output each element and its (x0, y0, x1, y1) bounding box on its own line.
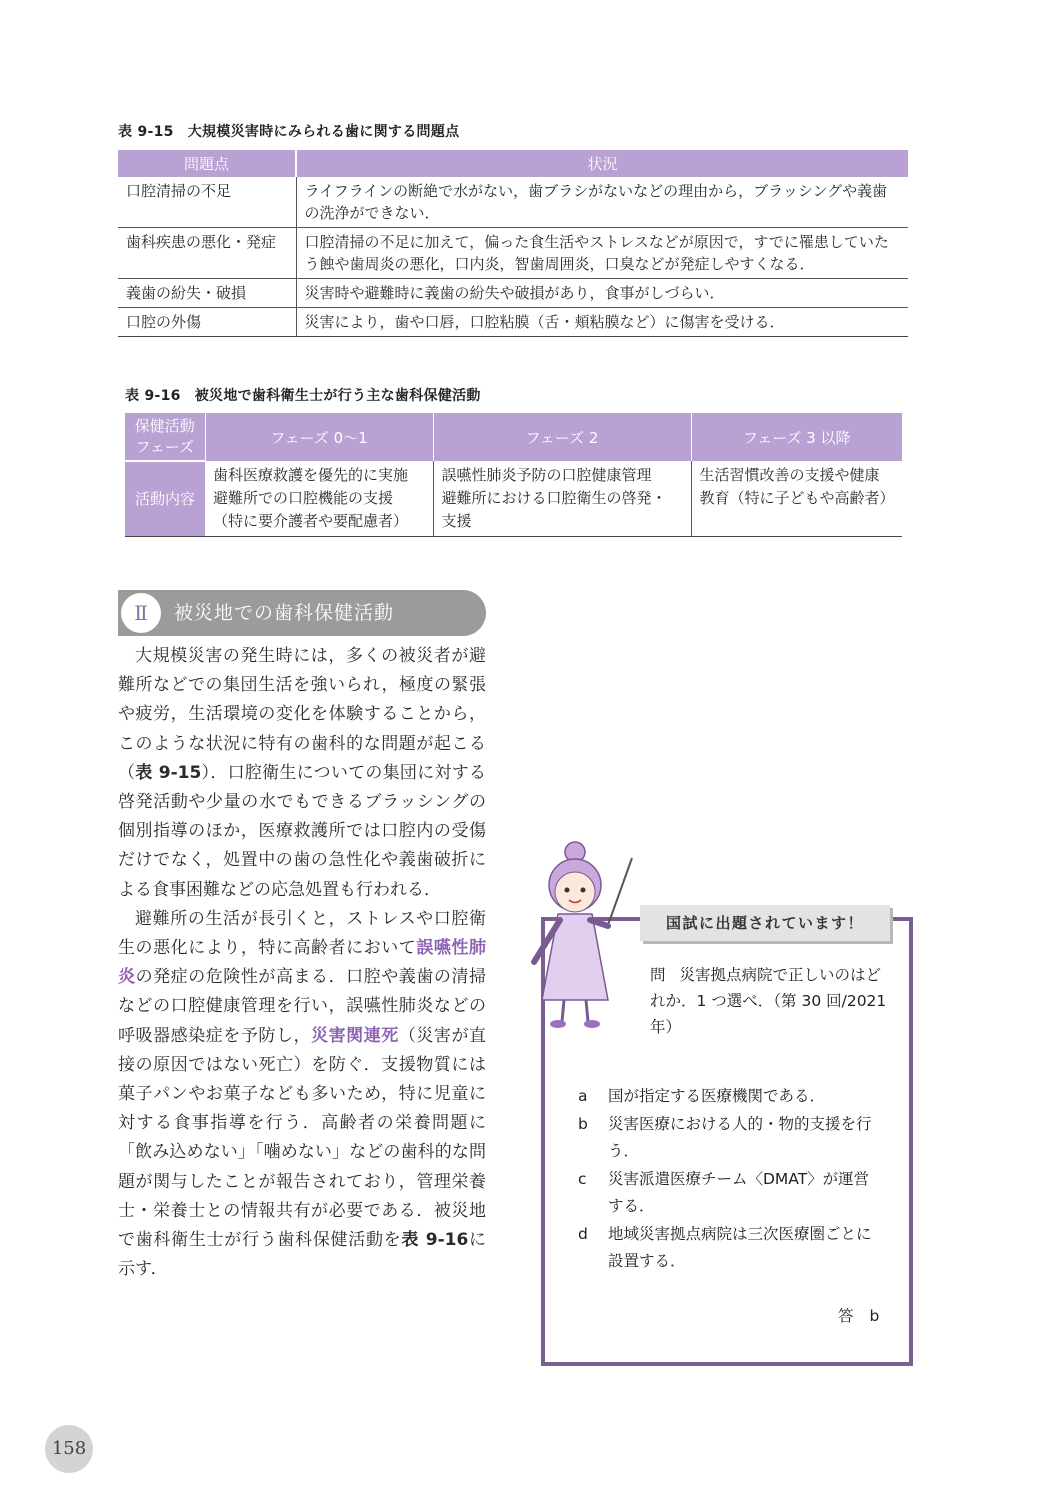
table16-content-phase-0-1 (205, 461, 433, 537)
table16-content-phase-2 (433, 461, 691, 537)
text-run: に示す． (118, 1230, 487, 1280)
text-run: の発症の危険性が高まる．口腔や義歯の清掃などの口腔健康管理を行い，誤嚥性肺炎などの呼吸器感染症を予防し， (118, 967, 487, 1046)
content-line: 支援 (441, 512, 472, 530)
table16-header-label-line1: 保健活動 (134, 416, 195, 435)
content-line: 教育（特に子どもや高齢者） (699, 489, 895, 507)
exam-question (650, 962, 890, 1040)
table-row (125, 461, 902, 537)
option-text: 災害派遣医療チーム〈DMAT〉が運営する． (608, 1169, 870, 1215)
table16 (125, 413, 902, 537)
table-reference: 表 9-15 (135, 762, 202, 783)
keyword-disaster-related-death: 災害関連死 (311, 1025, 399, 1046)
section-heading (118, 590, 486, 636)
content-line: 誤嚥性肺炎予防の口腔健康管理 (441, 466, 652, 484)
table16-phase-0-1: フェーズ 0〜1 (205, 413, 433, 461)
text-run: （災害が直接の原因ではない死亡）を防ぐ．支援物質には菓子パンやお菓子なども多いため，特に児童に対する食事指導を行う．高齢者の栄養問題に「飲み込めない」「噛めない」などの歯科的な問題が関与したことが報告されており，管理栄養士・栄養士との情報共有が必要である．被災地で歯科衛生士が行う歯科保健活動を (118, 1025, 487, 1251)
table15-caption-title: 大規模災害時にみられる歯に関する問題点 (187, 124, 460, 140)
teacher-illustration (520, 840, 660, 1030)
table15-header-status: 状況 (296, 150, 908, 177)
option-letter: b (578, 1114, 588, 1133)
section-title: 被災地での歯科保健活動 (174, 602, 395, 624)
table-row (118, 279, 908, 308)
table-row (118, 228, 908, 279)
option-letter: a (578, 1087, 588, 1105)
table15-status: 災害により，歯や口唇，口腔粘膜（舌・頬粘膜など）に傷害を受ける． (296, 308, 908, 337)
page-number: 158 (45, 1425, 93, 1473)
content-line: 生活習慣改善の支援や健康 (699, 466, 880, 484)
option-letter: d (578, 1224, 588, 1243)
table15-caption-number: 表 9-15 (118, 124, 174, 140)
table16-caption-number: 表 9-16 (125, 388, 181, 404)
section-numeral: Ⅱ (121, 593, 161, 633)
question-label: 問 (650, 966, 666, 984)
table15-status: 災害時や避難時に義歯の紛失や破損があり，食事がしづらい． (296, 279, 908, 308)
question-text: 災害拠点病院で正しいのはどれか．1 つ選べ．（第 30 回/2021 年） (650, 966, 887, 1036)
exam-tab: 国試に出題されています！ (640, 905, 890, 941)
table-reference: 表 9-16 (401, 1230, 469, 1251)
option-letter: c (578, 1169, 587, 1188)
table15-status: 口腔清掃の不足に加えて，偏った食生活やストレスなどが原因で，すでに罹患していたう蝕や歯周炎の悪化，口内炎，智歯周囲炎，口臭などが発症しやすくなる． (296, 228, 908, 279)
content-line: 避難所における口腔衛生の啓発・ (441, 489, 667, 507)
keyword-aspiration-pneumonia: 誤嚥性肺炎 (118, 938, 487, 988)
table16-content-phase-3 (691, 461, 902, 537)
option-text: 地域災害拠点病院は三次医療圏ごとに設置する． (608, 1224, 872, 1270)
table15-status: ライフラインの断絶で水がない，歯ブラシがないなどの理由から，ブラッシングや義歯の洗浄ができない． (296, 177, 908, 228)
table16-phase-3: フェーズ 3 以降 (691, 413, 902, 461)
list-item (578, 1166, 878, 1221)
table15-header-problem: 問題点 (118, 150, 296, 177)
content-line: 避難所での口腔機能の支援 (213, 489, 394, 507)
body-text (118, 642, 486, 1284)
table-row (118, 177, 908, 228)
table16-caption-title: 被災地で歯科衛生士が行う主な歯科保健活動 (194, 388, 481, 404)
list-item (578, 1221, 878, 1276)
option-text: 国が指定する医療機関である． (608, 1087, 826, 1105)
paragraph-1 (118, 642, 486, 905)
table15-problem: 歯科疾患の悪化・発症 (118, 228, 296, 279)
answer-label: 答 (838, 1307, 854, 1325)
table15-caption (118, 121, 459, 141)
content-line: 歯科医療救護を優先的に実施 (213, 466, 409, 484)
exam-options (578, 1083, 878, 1276)
table15-problem: 口腔清掃の不足 (118, 177, 296, 228)
table16-caption (125, 385, 481, 405)
table-row (118, 308, 908, 337)
table15-header-row (118, 150, 908, 177)
table15 (118, 150, 908, 337)
content-line: （特に要介護者や要配慮者） (213, 512, 409, 530)
text-run: 大規模災害の発生時には，多くの被災者が避難所などでの集団生活を強いられ，極度の緊張や疲労，生活環境の変化を体験することから，このような状況に特有の歯科的な問題が起こる（ (118, 646, 486, 783)
option-text: 災害医療における人的・物的支援を行う． (608, 1114, 872, 1160)
table16-header-row (125, 413, 902, 461)
list-item (578, 1111, 878, 1166)
exam-answer (838, 1304, 879, 1326)
table15-problem: 口腔の外傷 (118, 308, 296, 337)
text-run: ）．口腔衛生についての集団に対する啓発活動や少量の水でもできるブラッシングの個別指導のほか，医療救護所では口腔内の受傷だけでなく，処置中の歯の急性化や義歯破折による食事困難などの応急処置も行われる． (118, 762, 486, 900)
answer-value: b (869, 1307, 880, 1325)
paragraph-2 (118, 905, 486, 1285)
table16-header-label-line2: フェーズ (135, 437, 194, 456)
table16-header-label (125, 413, 205, 461)
list-item (578, 1083, 878, 1111)
table16-row-label: 活動内容 (125, 461, 205, 537)
table16-phase-2: フェーズ 2 (433, 413, 691, 461)
text-run: 避難所の生活が長引くと，ストレスや口腔衛生の悪化により，特に高齢者において (118, 908, 486, 959)
table15-problem: 義歯の紛失・破損 (118, 279, 296, 308)
